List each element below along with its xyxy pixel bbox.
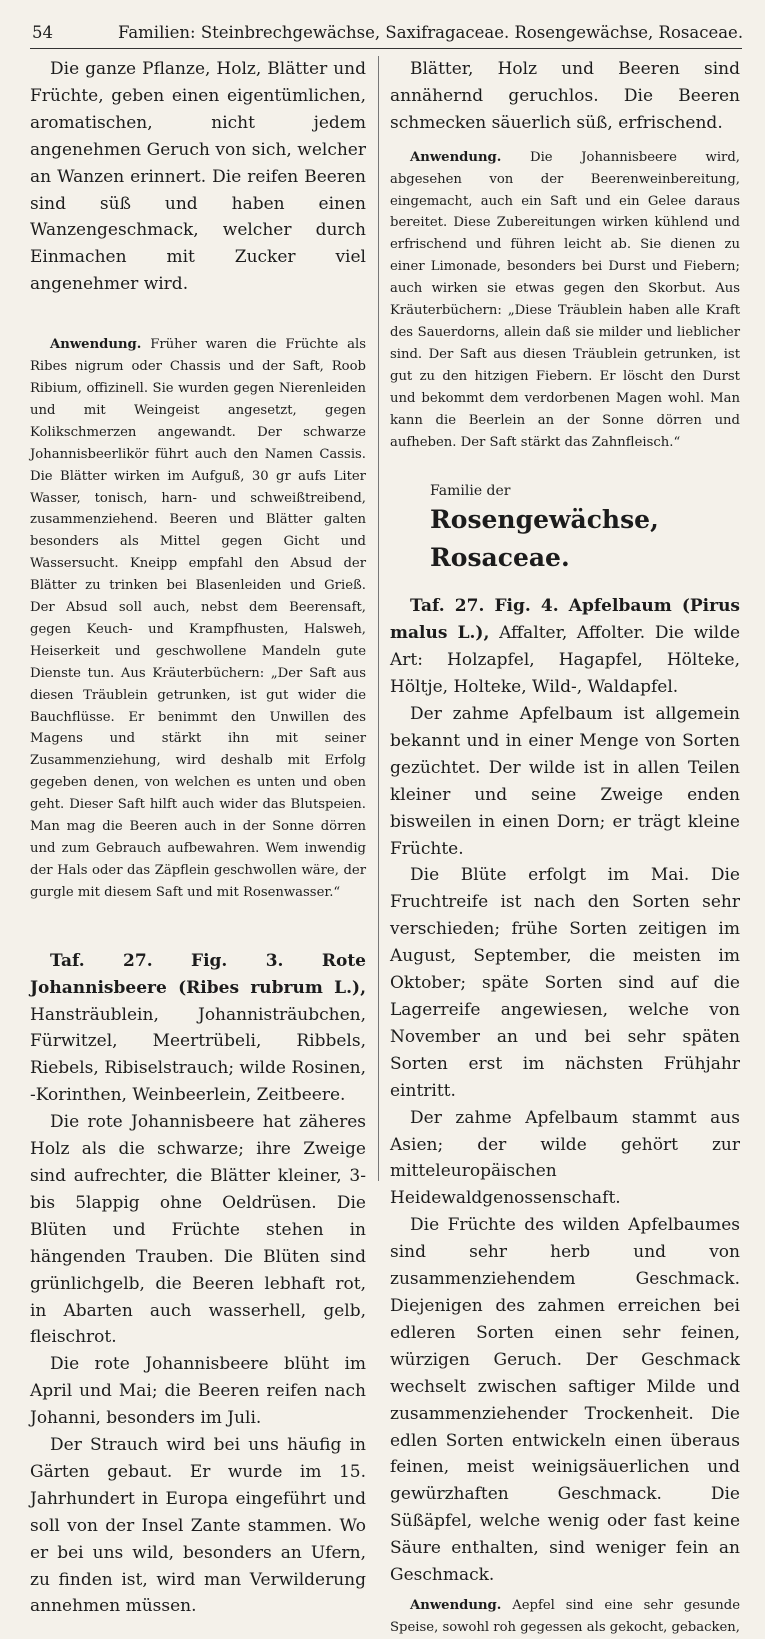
entry-heading: Taf. 27. Fig. 3. Rote Johannisbeere (Ribes rubrum L.), (30, 950, 366, 998)
entry-synonyms: Affalter, Affolter. Die wilde Art: Holzapfel, Hagapfel, Hölteke, Höltje, Holteke, Wild-, Waldapfel. (390, 623, 741, 698)
paragraph: Die rote Johannisbeere blüht im April und Mai; die Beeren reifen nach Johanni, besonders im Juli. (30, 1354, 366, 1429)
usage-label: Anwendung. (50, 337, 142, 353)
paragraph: Die Früchte des wilden Apfelbaumes sind sehr herb und von zusammenziehendem Geschmack. Diejenigen des zahmen erreichen bei edleren Sorten einen sehr feinen, würzigen Geruch. Der Geschmack wechselt zwischen saftiger Milde und zusammenziehender Trockenheit. Die edlen Sorten entwickeln einen überaus feinen, meist weinigsäuerlichen und gewürzhaften Geschmack. Die Süßäpfel, welche wenig oder fast keine Säure enthalten, sind weniger fein an Geschmack. (390, 1215, 740, 1586)
entry-synonyms: Hansträublein, Johannisträubchen, Fürwitzel, Meertrübeli, Ribbels, Riebels, Ribiselstrauch; wilde Rosinen, -Korinthen, Weinbeerlein, Zeitbeere. (30, 1004, 366, 1106)
entry-heading: Taf. 27. Fig. 4. Apfelbaum (Pirus malus L.), (390, 596, 740, 644)
page-number: 54 (32, 23, 53, 42)
left-column (30, 56, 367, 1617)
running-title: Familien: Steinbrechgewächse, Saxifragaceae. Rosengewächse, Rosaceae. (118, 23, 744, 42)
paragraph: Die Blüte erfolgt im Mai. Die Fruchtreife ist nach den Sorten sehr verschieden; frühe Sorten zeitigen im August, September, die meisten im Oktober; späte Sorten sind auf die Lagerreife angewiesen, welche von November an und bei sehr späten Sorten erst im nächsten Frühjahr eintritt. (390, 865, 740, 1101)
usage-paragraph (390, 1595, 740, 1639)
family-label: Familie der (430, 483, 511, 500)
usage-text: Früher waren die Früchte als Ribes nigrum oder Chassis und der Saft, Roob Ribium, offizinell. Sie wurden gegen Nierenleiden und mit Weingeist angesetzt, gegen Kolikschmerzen angewandt. Der schwarze Johannisbeerlikör führt auch den Namen Cassis. Die Blätter wirken im Aufguß, 30 gr aufs Liter Wasser, tonisch, harn- und schweißtreibend, zusammenziehend. Beeren und Blätter galten besonders als Mittel gegen Gicht und Wassersucht. Kneipp empfahl den Absud der Blätter zu trinken bei Blasenleiden und Grieß. Der Absud soll auch, nebst dem Beerensaft, gegen Keuch- und Krampfhusten, Halsweh, Heiserkeit und geschwollene Mandeln gute Dienste tun. Aus Kräuterbüchern: „Der Saft aus diesen Träublein getrunken, ist gut wider die Bauchflüsse. Er benimmt den Unwillen des Magens und stärkt ihn mit seiner Zusammenziehung, wird deshalb mit Erfolg gegeben denen, von welchen es unten und oben geht. Dieser Saft hilft auch wider das Blutspeien. Man mag die Beeren auch in der Sonne dörren und zum Gebrauch aufbewahren. Wem inwendig der Hals oder das Zäpflein geschwollen wäre, der gurgle mit diesem Saft und mit Rosenwasser.“ (30, 337, 367, 900)
usage-label: Anwendung. (410, 1597, 502, 1613)
usage-text: Die Johannisbeere wird, abgesehen von der Beerenweinbereitung, eingemacht, auch ein Saft und ein Gelee daraus bereitet. Diese Zubereitungen wirken kühlend und erfrischend und führen leicht ab. Sie dienen zu einer Limonade, besonders bei Durst und Fiebern; auch wirken sie etwas gegen den Skorbut. Aus Kräuterbüchern: „Diese Träublein haben alle Kraft des Sauerdorns, allein daß sie milder und lieblicher sind. Der Saft aus diesen Träublein getrunken, ist gut zu den hitzigen Fiebern. Er löscht den Durst und bekommt dem verdorbenen Magen wohl. Man kann die Beerlein an der Sonne dörren und aufheben. Der Saft stärkt das Zahnfleisch.“ (390, 149, 740, 450)
family-heading: Rosengewächse, Rosaceae. (430, 505, 659, 573)
paragraph: Der zahme Apfelbaum ist allgemein bekannt und in einer Menge von Sorten gezüchtet. Der wilde ist in allen Teilen kleiner und seine Zweige enden bisweilen in einen Dorn; er trägt kleine Früchte. (390, 704, 740, 859)
usage-paragraph (390, 147, 740, 454)
paragraph: Der Strauch wird bei uns häufig in Gärten gebaut. Er wurde im 15. Jahrhundert in Europa eingeführt und soll von der Insel Zante stammen. Wo er bei uns wild, besonders an Ufern, zu finden ist, wird man Verwilderung annehmen müssen. (30, 1435, 366, 1617)
paragraph: Blätter, Holz und Beeren sind annähernd geruchlos. Die Beeren schmecken säuerlich süß, erfrischend. (390, 59, 740, 133)
usage-paragraph (30, 334, 366, 904)
entry-paragraph (30, 948, 366, 1109)
usage-label: Anwendung. (410, 149, 502, 165)
paragraph: Die rote Johannisbeere hat zäheres Holz als die schwarze; ihre Zweige sind aufrechter, die Blätter kleiner, 3- bis 5lappig ohne Oeldrüsen. Die Blüten und Früchte stehen in hängenden Trauben. Die Blüten sind grünlichgelb, die Beeren lebhaft rot, in Abarten auch wasserhell, gelb, fleischrot. (30, 1112, 366, 1348)
paragraph: Der zahme Apfelbaum stammt aus Asien; der wilde gehört zur mitteleuropäischen Heidewaldgenossenschaft. (390, 1107, 740, 1209)
entry-paragraph (390, 593, 740, 701)
page-header (30, 20, 742, 49)
right-column (390, 56, 741, 1635)
paragraph: Die ganze Pflanze, Holz, Blätter und Früchte, geben einen eigentümlichen, aromatischen, nicht jedem angenehmen Geruch von sich, welcher an Wanzen erinnert. Die reifen Beeren sind süß und haben einen Wanzengeschmack, welcher durch Einmachen mit Zucker viel angenehmer wird. (30, 59, 366, 295)
usage-text: Aepfel sind eine sehr gesunde Speise, sowohl roh gegessen als gekocht, gebacken, (390, 1597, 740, 1635)
column-divider (378, 56, 379, 1181)
